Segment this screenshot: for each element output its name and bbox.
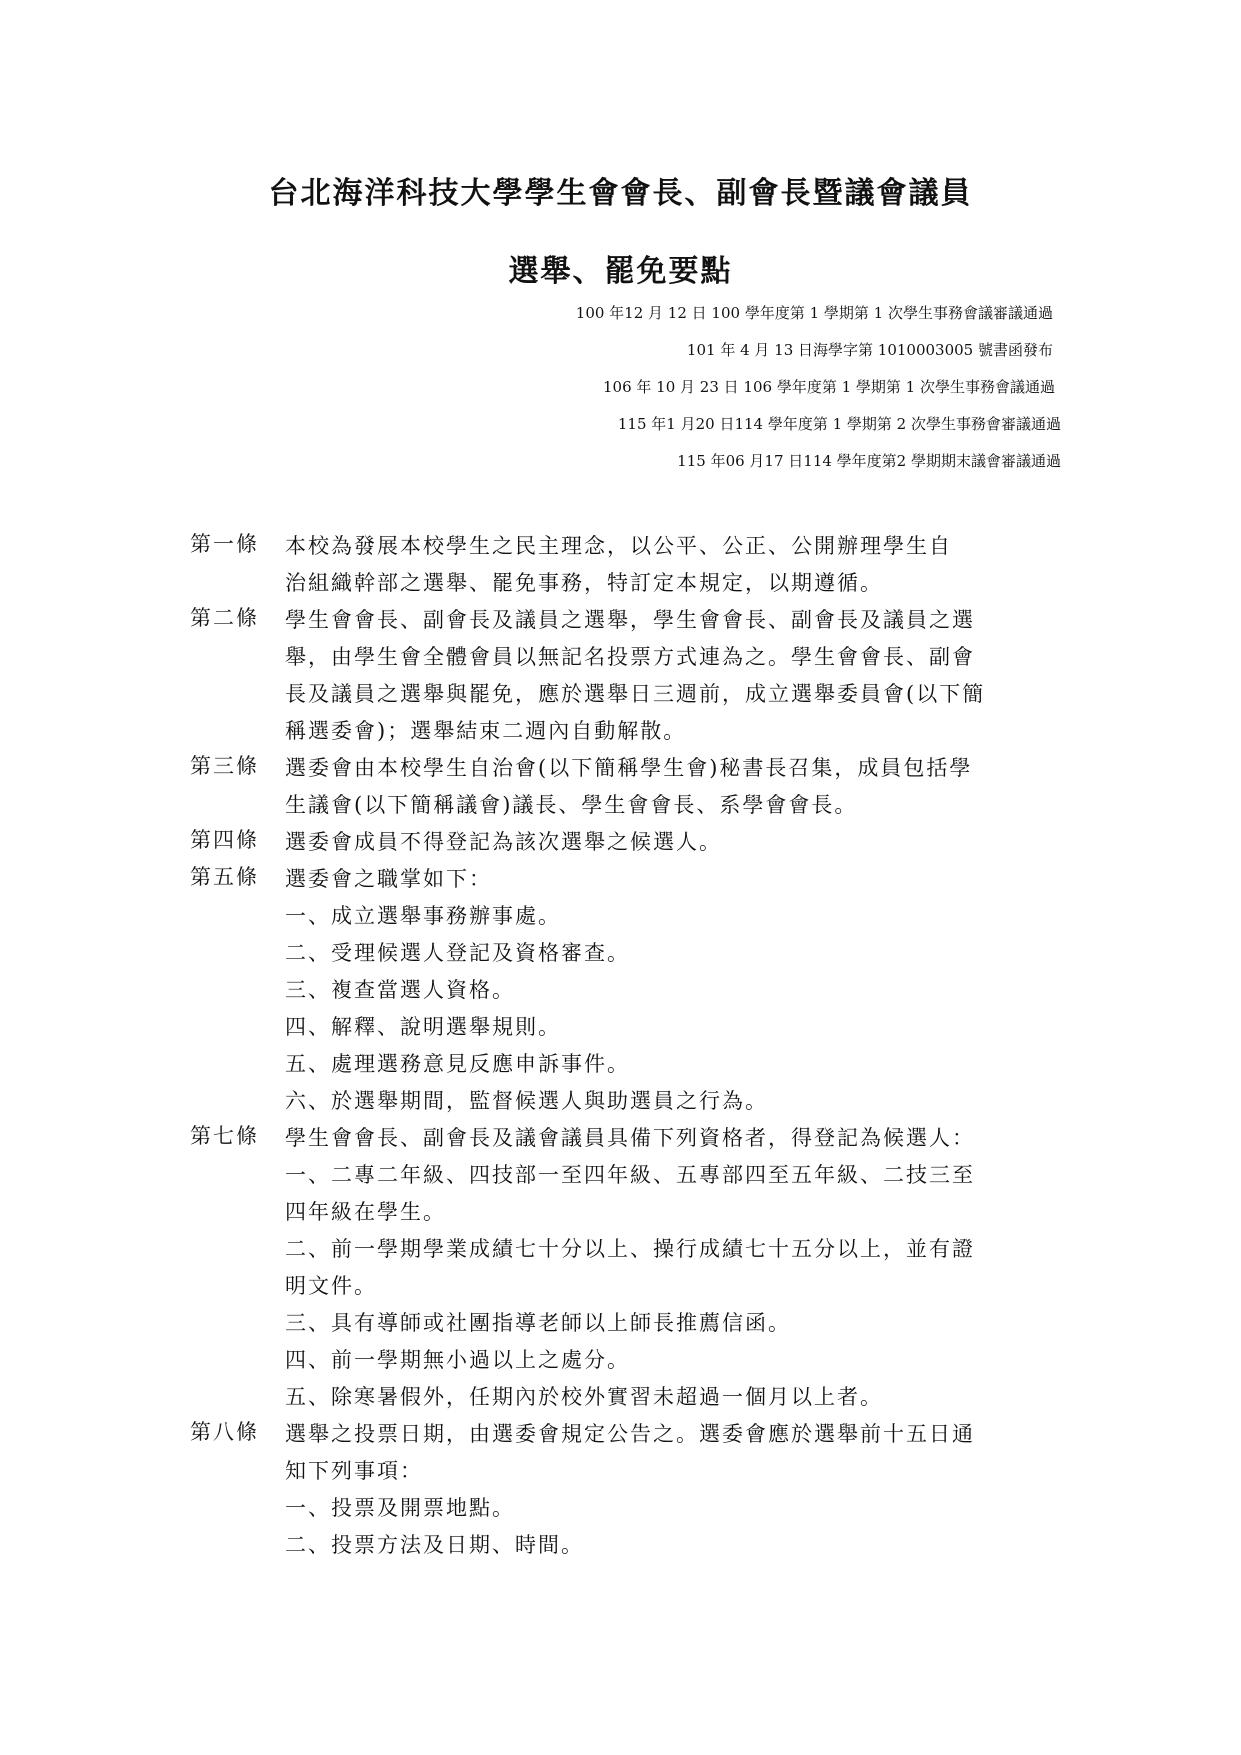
article-item: 四年級在學生。: [285, 1200, 446, 1224]
article-item: 明文件。: [285, 1274, 377, 1298]
article-label: 第二條: [190, 606, 259, 630]
article-item: 四、解釋、說明選舉規則。: [285, 1015, 561, 1039]
article-5: [190, 861, 1050, 1120]
article-body: [285, 824, 1050, 861]
article-text-line: 選委會由本校學生自治會(以下簡稱學生會)秘書長召集，成員包括學: [285, 756, 973, 780]
article-text-line: 稱選委會)；選舉結束二週內自動解散。: [285, 719, 687, 743]
article-item: 二、投票方法及日期、時間。: [285, 1533, 584, 1557]
article-text-line: 學生會會長、副會長及議員之選舉，學生會會長、副會長及議員之選: [285, 608, 975, 632]
articles-list: [190, 528, 1050, 1564]
article-4: [190, 824, 1050, 861]
article-8: [190, 1416, 1050, 1564]
article-text-line: 選委會之職掌如下：: [285, 867, 492, 891]
article-text-line: 本校為發展本校學生之民主理念，以公平、公正、公開辦理學生自: [285, 534, 952, 558]
revision-line: 115 年1 月20 日114 學年度第 1 學期第 2 次學生事務會審議通過: [617, 415, 1061, 433]
article-body: [285, 602, 1050, 750]
article-label: 第一條: [190, 532, 259, 556]
article-item: 六、於選舉期間，監督候選人與助選員之行為。: [285, 1089, 768, 1113]
revision-line: 101 年 4 月 13 日海學字第 1010003005 號書函發布: [686, 341, 1053, 359]
article-body: [285, 528, 1050, 602]
article-label: 第三條: [190, 754, 259, 778]
article-text-line: 舉，由學生會全體會員以無記名投票方式連為之。學生會會長、副會: [285, 645, 975, 669]
article-3: [190, 750, 1050, 824]
article-text-line: 學生會會長、副會長及議會議員具備下列資格者，得登記為候選人：: [285, 1126, 975, 1150]
article-item: 四、前一學期無小過以上之處分。: [285, 1348, 630, 1372]
revision-history: [301, 300, 1061, 485]
article-text-line: 知下列事項：: [285, 1459, 423, 1483]
article-item: 一、成立選舉事務辦事處。: [285, 904, 561, 928]
article-text-line: 治組織幹部之選舉、罷免事務，特訂定本規定，以期遵循。: [285, 571, 883, 595]
article-text-line: 生議會(以下簡稱議會)議長、學生會會長、系學會會長。: [285, 793, 858, 817]
article-item: 三、具有導師或社團指導老師以上師長推薦信函。: [285, 1311, 791, 1335]
article-body: [285, 1416, 1050, 1564]
article-2: [190, 602, 1050, 750]
article-item: 五、處理選務意見反應申訴事件。: [285, 1052, 630, 1076]
article-text-line: 選委會成員不得登記為該次選舉之候選人。: [285, 830, 722, 854]
article-body: [285, 750, 1050, 824]
article-label: 第五條: [190, 865, 259, 889]
article-text-line: 長及議員之選舉與罷免，應於選舉日三週前，成立選舉委員會(以下簡: [285, 682, 986, 706]
revision-line: 115 年06 月17 日114 學年度第2 學期期末議會審議通過: [677, 452, 1061, 470]
article-item: 一、投票及開票地點。: [285, 1496, 515, 1520]
article-body: [285, 1120, 1050, 1416]
article-text-line: 選舉之投票日期，由選委會規定公告之。選委會應於選舉前十五日通: [285, 1422, 975, 1446]
article-body: [285, 861, 1050, 1120]
article-1: [190, 528, 1050, 602]
document-title: 台北海洋科技大學學生會會長、副會長暨議會議員: [268, 176, 973, 211]
article-label: 第七條: [190, 1124, 259, 1148]
revision-line: 106 年 10 月 23 日 106 學年度第 1 學期第 1 次學生事務會議通過: [603, 378, 1055, 396]
article-item: 三、複查當選人資格。: [285, 978, 515, 1002]
revision-line: 100 年12 月 12 日 100 學年度第 1 學期第 1 次學生事務會議審議通過: [575, 304, 1053, 322]
article-7: [190, 1120, 1050, 1416]
article-item: 二、受理候選人登記及資格審查。: [285, 941, 630, 965]
article-item: 五、除寒暑假外，任期內於校外實習未超過一個月以上者。: [285, 1385, 883, 1409]
article-label: 第八條: [190, 1420, 259, 1444]
article-item: 一、二專二年級、四技部一至四年級、五專部四至五年級、二技三至: [285, 1163, 975, 1187]
article-label: 第四條: [190, 828, 259, 852]
document-subtitle: 選舉、罷免要點: [508, 254, 733, 289]
article-item: 二、前一學期學業成績七十分以上、操行成績七十五分以上，並有證: [285, 1237, 975, 1261]
